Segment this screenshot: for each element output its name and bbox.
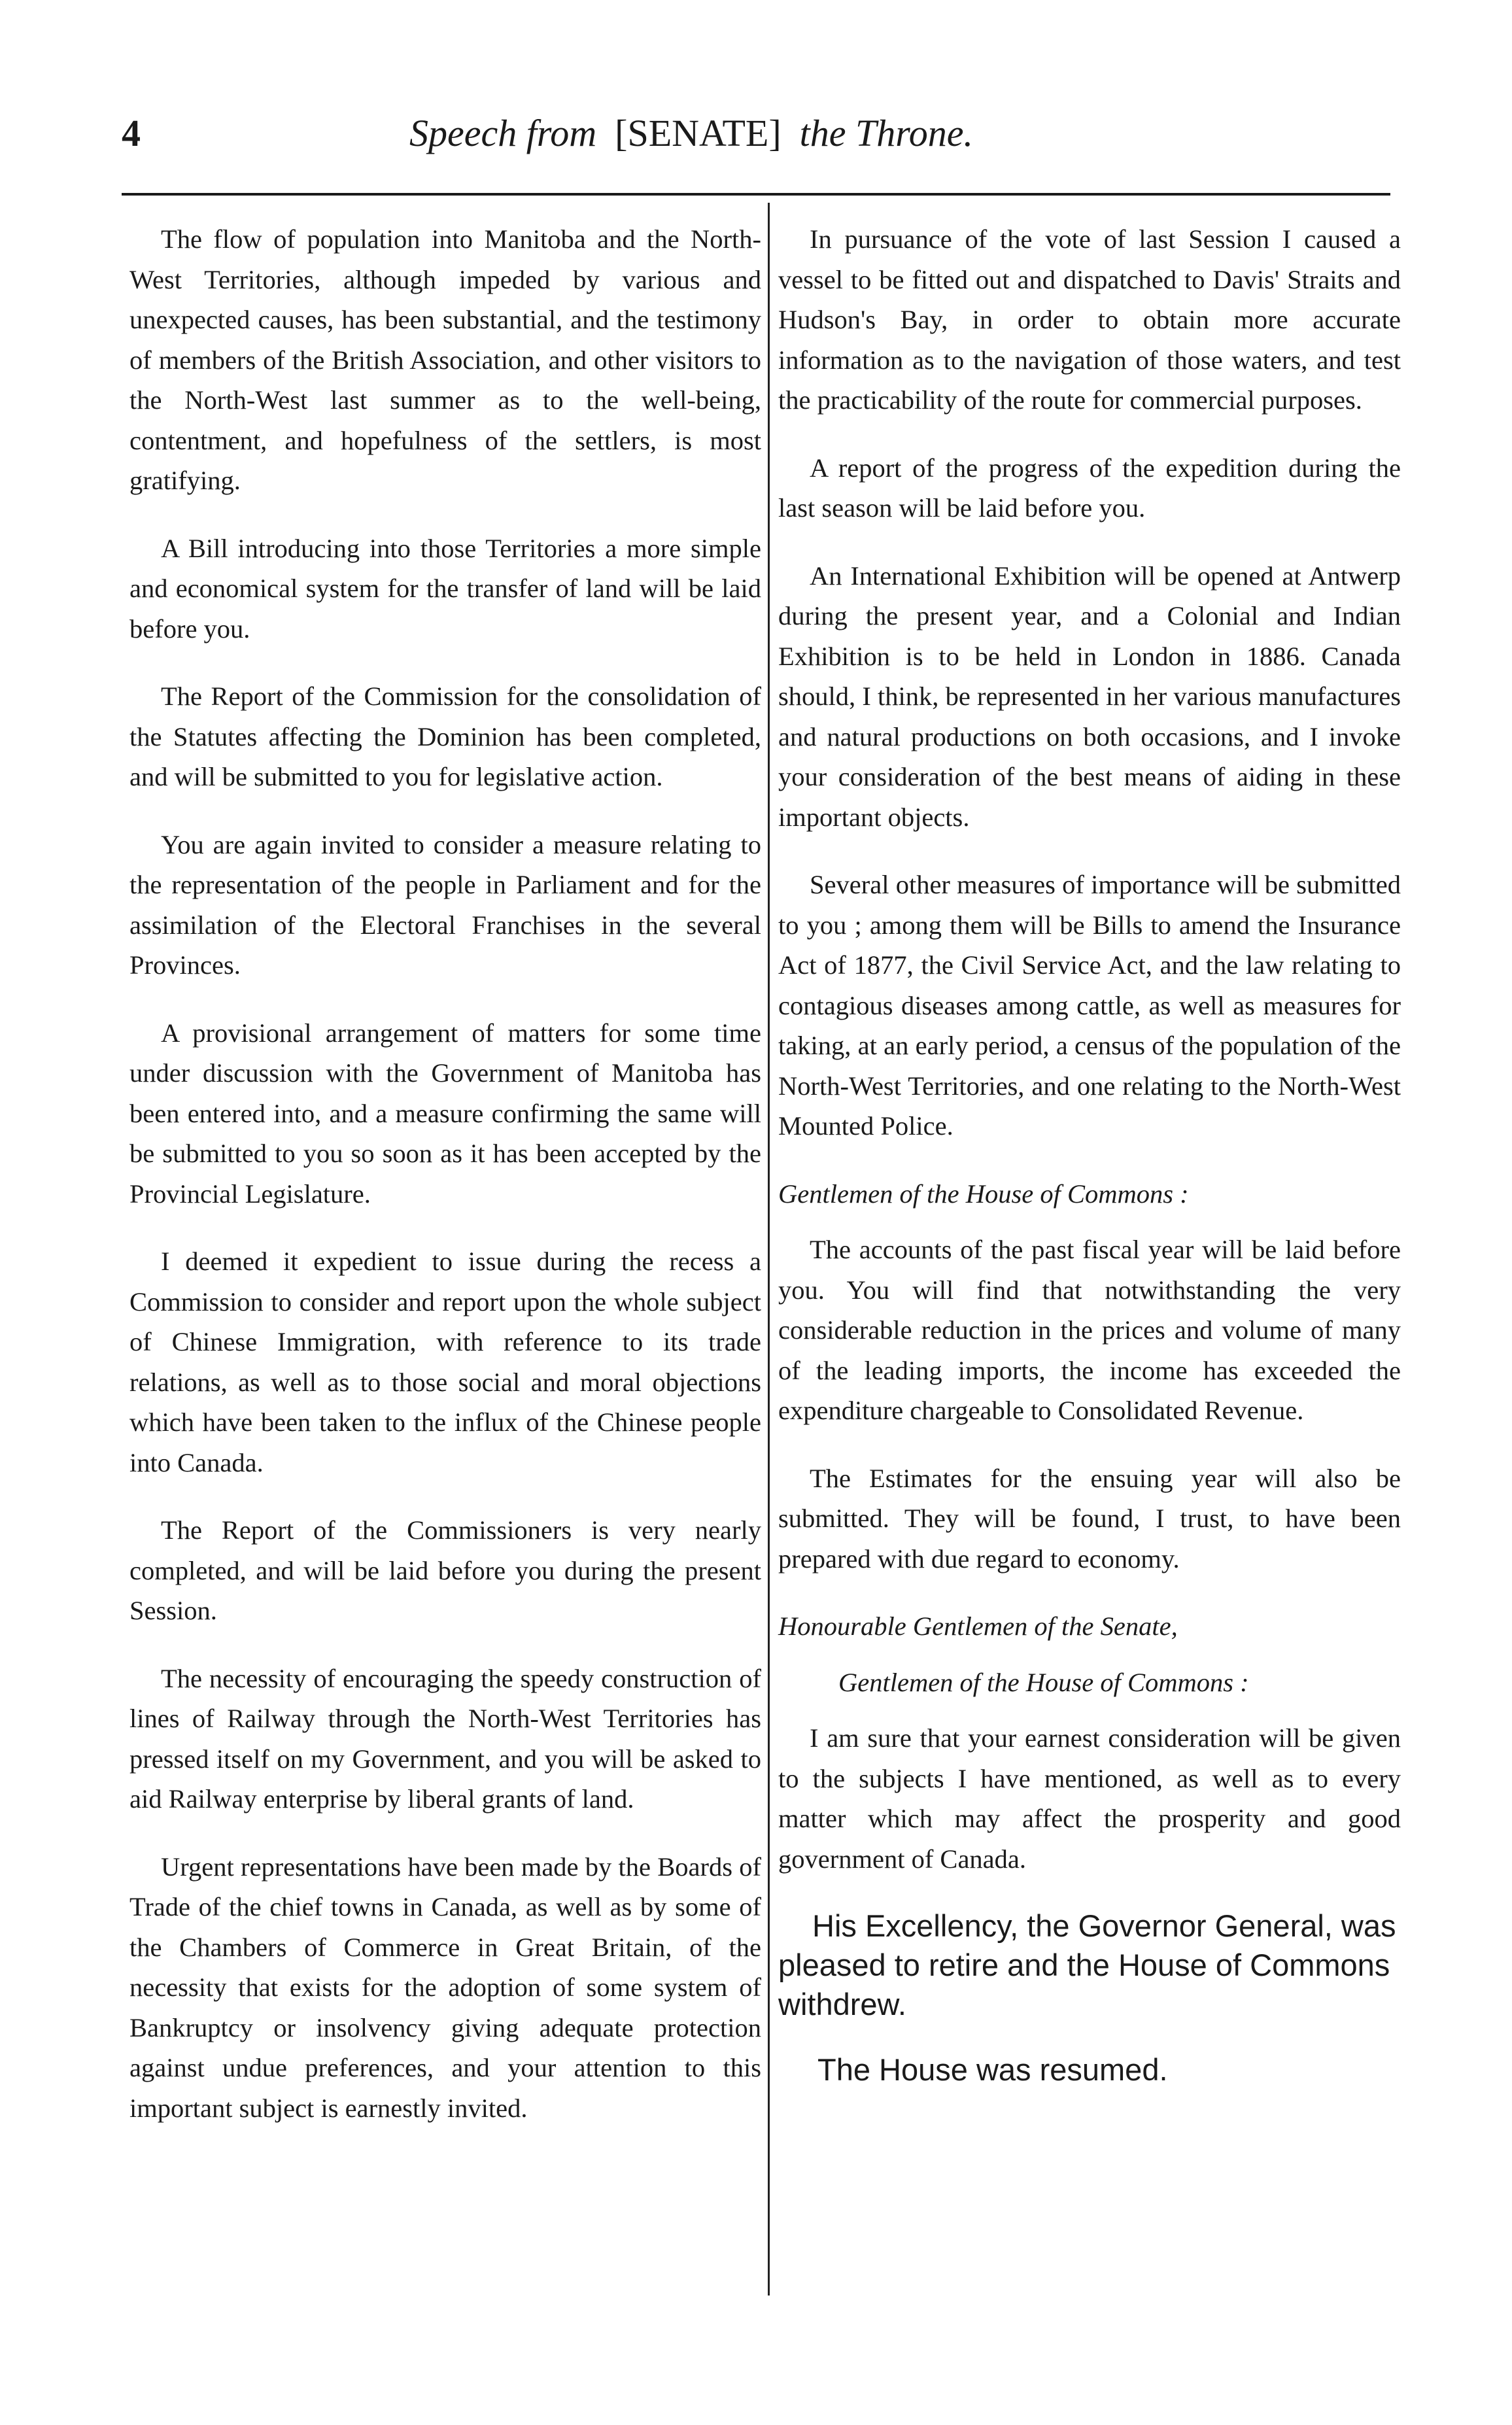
paragraph-estimates: The Estimates for the ensuing year will also be submitted. They will be found, I trust, to have been prepared with due regard to economy. [778,1463,1401,1574]
paragraph-statutes: The Report of the Commission for the consolidation of the Statutes affecting the Dominion has been completed, and will be submitted to you for legislative action. [129,681,761,791]
paragraph-commissioners-report: The Report of the Commissioners is very nearly completed, and will be laid before you during the present Session. [129,1515,761,1625]
heading-house-of-commons: Gentlemen of the House of Commons : [778,1178,1189,1209]
page-header [122,105,1390,170]
heading-house-of-commons-2: Gentlemen of the House of Commons : [838,1667,1249,1697]
paragraph-accounts: The accounts of the past fiscal year will be laid before you. You will find that notwithstanding the very considerable reduction in the prices and volume of many of the leading imports, the income has exceeded the expenditure chargeable to Consolidated Revenue. [778,1235,1401,1425]
running-title [409,111,973,155]
paragraph-expedition: A report of the progress of the expedition during the last season will be laid before you. [778,453,1401,523]
paragraph-franchise: You are again invited to consider a measure relating to the representation of the people in Parliament and for the assimilation of the Electoral Franchises in the several Provinces. [129,829,761,980]
header-rule [122,193,1390,196]
closing-governor-retired: His Excellency, the Governor General, was pleased to retire and the House of Commons withdrew. [778,1908,1396,2021]
right-column [778,219,1401,2116]
paragraph-land-bill: A Bill introducing into those Territories a more simple and economical system for the transfer of land will be laid before you. [129,533,761,644]
column-divider [768,203,770,2296]
paragraph-other-measures: Several other measures of importance will be submitted to you ; among them will be Bills to amend the Insurance Act of 1877, the Civil Service Act, and the law relating to contagious diseases among cattle, as well as measures for taking, at an early period, a census of the population of the North-West Territories, and one relating to the North-West Mounted Police. [778,870,1401,1141]
closing-house-resumed: The House was resumed. [817,2052,1168,2087]
paragraph-chinese-immigration: I deemed it expedient to issue during the recess a Commission to consider and report upon the whole subject of Chinese Immigration, with reference to its trade relations, as well as to those social and moral objections which have been taken to the influx of the Chinese people into Canada. [129,1247,761,1477]
left-column [129,219,761,2156]
page-number: 4 [122,112,141,154]
heading-senate: Honourable Gentlemen of the Senate, [778,1611,1178,1641]
paragraph-manitoba: A provisional arrangement of matters for some time under discussion with the Government of Manitoba has been entered into, and a measure confirming the same will be submitted to you so soon as it has been accepted by the Provincial Legislature. [129,1018,761,1209]
paragraph-final: I am sure that your earnest consideration will be given to the subjects I have mentioned, as well as to every matter which may affect the prosperity and good government of Canada. [778,1723,1401,1874]
paragraph-population: The flow of population into Manitoba and the North-West Territories, although impeded by various and unexpected causes, has been substantial, and the testimony of members of the British Association, and other visitors to the North-West last summer as to the well-being, contentment, and hopefulness of the settlers, is most gratifying. [129,224,761,495]
running-title-right: the Throne. [799,112,973,154]
running-title-center: [SENATE] [615,112,782,154]
paragraph-bankruptcy: Urgent representations have been made by the Boards of Trade of the chief towns in Canada, as well as by some of the Chambers of Commerce in Great Britain, of the necessity that exists for the adoption of some system of Bankruptcy or insolvency giving adequate protection against undue preferences, and your attention to this important subject is earnestly invited. [129,1851,761,2123]
paragraph-hudson-bay: In pursuance of the vote of last Session I caused a vessel to be fitted out and dispatched to Davis' Straits and Hudson's Bay, in order to obtain more accurate information as to the navigation of those waters, and test the practicability of the route for commercial purposes. [778,224,1401,415]
paragraph-railway: The necessity of encouraging the speedy construction of lines of Railway through the North-West Territories has pressed itself on my Government, and you will be asked to aid Railway enterprise by liberal grants of land. [129,1663,761,1814]
paragraph-exhibition: An International Exhibition will be opened at Antwerp during the present year, and a Colonial and Indian Exhibition is to be held in London in 1886. Canada should, I think, be represented in her various manufactures and natural productions on both occasions, and I invoke your consideration of the best means of aiding in these important objects. [778,560,1401,832]
running-title-left: Speech from [409,112,597,154]
